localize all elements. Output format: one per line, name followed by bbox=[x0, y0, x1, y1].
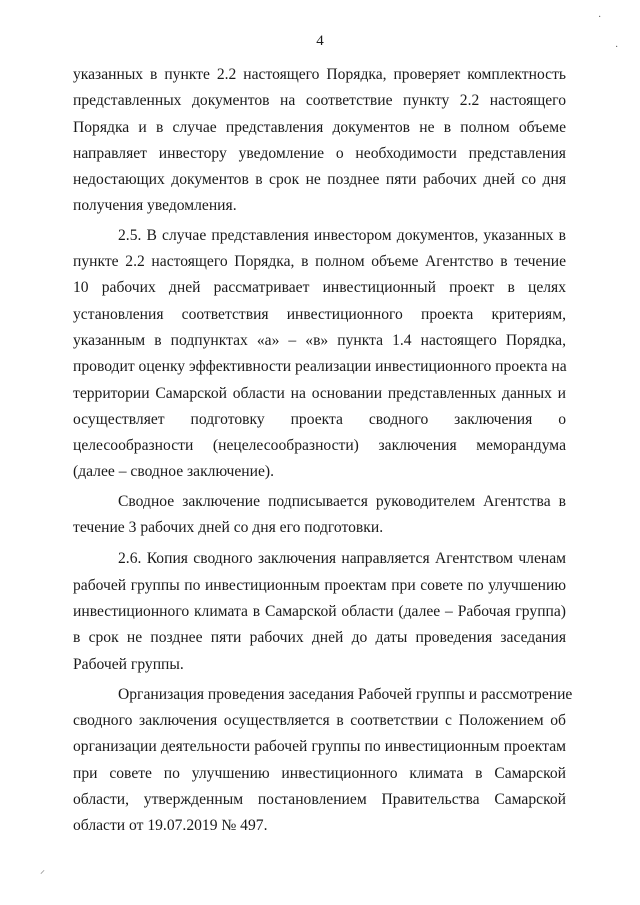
page-number: 4 bbox=[316, 33, 324, 49]
document-body bbox=[73, 62, 573, 840]
text-line: установления соответствия инвестиционного проекта критериям, bbox=[73, 305, 566, 323]
text-line: проводит оценку эффективности реализации инвестиционного проекта на bbox=[73, 358, 567, 376]
text-line: 2.6. Копия сводного заключения направляется Агентством членам bbox=[118, 550, 566, 568]
text-line: указанным в подпунктах «а» – «в» пункта 1.4 настоящего Порядка, bbox=[73, 331, 566, 349]
text-line: 10 рабочих дней рассматривает инвестиционный проект в целях bbox=[73, 279, 566, 297]
text-line: представленных документов на соответствие пункту 2.2 настоящего bbox=[73, 92, 566, 110]
text-line: инвестиционного климата в Самарской области (далее – Рабочая группа) bbox=[73, 602, 566, 620]
text-line: недостающих документов в срок не позднее пяти рабочих дней со дня bbox=[73, 171, 566, 189]
text-line: организации деятельности рабочей группы по инвестиционным проектам bbox=[73, 738, 566, 756]
text-line: рабочей группы по инвестиционным проектам при совете по улучшению bbox=[73, 576, 566, 594]
text-line: области от 19.07.2019 № 497. bbox=[73, 817, 268, 835]
text-line: Рабочей группы. bbox=[73, 655, 184, 673]
text-line: сводного заключения осуществляется в соответствии с Положением об bbox=[73, 712, 566, 730]
text-line: 2.5. В случае представления инвестором документов, указанных в bbox=[118, 226, 566, 244]
text-line: осуществляет подготовку проекта сводного заключения о bbox=[73, 410, 566, 428]
text-line: (далее – сводное заключение). bbox=[73, 463, 274, 481]
text-line: Организация проведения заседания Рабочей группы и рассмотрение bbox=[118, 685, 573, 703]
text-line: Порядка и в случае представления документов не в полном объеме bbox=[73, 118, 566, 136]
text-line: направляет инвестору уведомление о необходимости представления bbox=[73, 144, 566, 162]
text-line: территории Самарской области на основании представленных данных и bbox=[73, 384, 566, 402]
scan-speck: · bbox=[615, 42, 619, 53]
text-line: целесообразности (нецелесообразности) заключения меморандума bbox=[73, 437, 566, 455]
text-line: в срок не позднее пяти рабочих дней до даты проведения заседания bbox=[73, 629, 566, 647]
text-line: указанных в пункте 2.2 настоящего Порядка, проверяет комплектность bbox=[73, 66, 566, 83]
text-line: при совете по улучшению инвестиционного климата в Самарской bbox=[73, 764, 566, 782]
text-line: Сводное заключение подписывается руководителем Агентства в bbox=[118, 492, 566, 510]
text-line: области, утвержденным постановлением Правительства Самарской bbox=[73, 791, 566, 809]
scan-speck: · bbox=[598, 12, 602, 23]
scan-speck: ⸝ bbox=[40, 865, 45, 876]
text-line: пункте 2.2 настоящего Порядка, в полном объеме Агентство в течение bbox=[73, 253, 566, 271]
text-line: получения уведомления. bbox=[73, 197, 237, 215]
text-line: течение 3 рабочих дней со дня его подготовки. bbox=[73, 519, 384, 537]
